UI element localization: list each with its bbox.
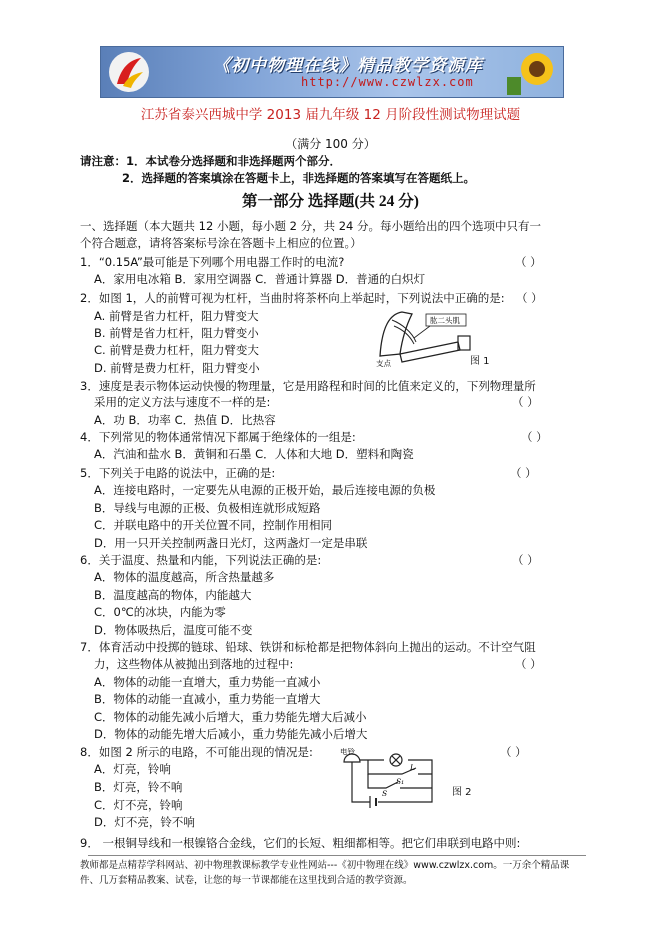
question-line: C. 前臂是费力杠杆，阻力臂变大 bbox=[94, 343, 259, 357]
question-line: 6．关于温度、热量和内能，下列说法正确的是: bbox=[80, 553, 322, 567]
question-line: A．家用电冰箱 B．家用空调器 C．普通计算器 D．普通的白炽灯 bbox=[94, 272, 426, 286]
question-line: A．功 B．功率 C．热值 D．比热容 bbox=[94, 413, 276, 427]
question-line: 4．下列常见的物体通常情况下都属于绝缘体的一组是: bbox=[80, 430, 356, 444]
full-score: （满分 100 分） bbox=[285, 137, 376, 151]
question-line: 3．速度是表示物体运动快慢的物理量，它是用路程和时间的比值来定义的，下列物理量所 bbox=[80, 379, 536, 393]
answer-bracket[interactable]: （ ） bbox=[500, 745, 527, 759]
question-line: C．0℃的冰块，内能为零 bbox=[94, 605, 226, 619]
question-line: B．灯亮，铃不响 bbox=[94, 780, 183, 794]
label-switch-S1: S₁ bbox=[396, 777, 405, 786]
part-title: 第一部分 选择题(共 24 分) bbox=[242, 193, 419, 210]
note-line-1: 请注意：1．本试卷分选择题和非选择题两个部分． bbox=[80, 154, 341, 168]
question-line: B．导线与电源的正极、负极相连就形成短路 bbox=[94, 501, 321, 515]
question-line: 2．如图 1，人的前臂可视为杠杆，当曲肘将茶杯向上举起时，下列说法中正确的是: bbox=[80, 291, 505, 305]
answer-bracket[interactable]: （ ） bbox=[521, 430, 548, 444]
answer-bracket[interactable]: （ ） bbox=[512, 553, 539, 567]
label-pivot: 支点 bbox=[376, 359, 391, 368]
sunflower-icon bbox=[499, 49, 559, 95]
question-line: A．物体的温度越高，所含热量越多 bbox=[94, 570, 275, 584]
figure-2-label: 图 2 bbox=[452, 787, 472, 798]
question-line: A．连接电路时，一定要先从电源的正极开始，最后连接电源的负极 bbox=[94, 483, 436, 497]
label-switch-S: S bbox=[382, 789, 388, 798]
footer-line-1: 教师都是点精荐学科网站、初中物理教课标教学专业性网站---《初中物理在线》www.czwlzx.com。一万余个精品课 bbox=[80, 860, 570, 871]
question-line: D. 前臂是费力杠杆，阻力臂变小 bbox=[94, 361, 260, 375]
question-line: 5．下列关于电路的说法中，正确的是: bbox=[80, 466, 276, 480]
question-line: 采用的定义方法与速度不一样的是: bbox=[94, 395, 271, 409]
forearm-shape bbox=[400, 342, 460, 362]
question-line: A. 前臂是省力杠杆，阻力臂变大 bbox=[94, 309, 259, 323]
section-heading-cont: 个符合题意，请将答案标号涂在答题卡上相应的位置。） bbox=[80, 236, 362, 250]
question-line: 力，这些物体从被抛出到落地的过程中: bbox=[94, 657, 294, 671]
question-line: B. 前臂是省力杠杆，阻力臂变小 bbox=[94, 326, 259, 340]
question-line: 7．体育活动中投掷的链球、铅球、铁饼和标枪都是把物体斜向上抛出的运动。不计空气阻 bbox=[80, 640, 536, 654]
figure-2-circuit bbox=[338, 748, 438, 810]
question-line: 8．如图 2 所示的电路，不可能出现的情况是: bbox=[80, 745, 313, 759]
question-line: D．灯不亮，铃不响 bbox=[94, 815, 195, 829]
answer-bracket[interactable]: （ ） bbox=[516, 291, 543, 305]
question-line: D．用一只开关控制两盏日光灯，这两盏灯一定是串联 bbox=[94, 536, 368, 550]
question-line: A．灯亮，铃响 bbox=[94, 762, 171, 776]
question-line: C．物体的动能先减小后增大，重力势能先增大后减小 bbox=[94, 710, 367, 724]
site-logo-icon bbox=[107, 50, 151, 94]
question-line: A．物体的动能一直增大，重力势能一直减小 bbox=[94, 675, 321, 689]
question-line: B．温度越高的物体，内能越大 bbox=[94, 588, 252, 602]
question-line: A．汽油和盐水 B．黄铜和石墨 C．人体和大地 D．塑料和陶瓷 bbox=[94, 447, 414, 461]
answer-bracket[interactable]: （ ） bbox=[515, 657, 542, 671]
footer-line-2: 件、几万套精品教案、试卷，让您的每一节课都能在这里找到合适的教学资源。 bbox=[80, 875, 413, 886]
label-bell: 电铃 bbox=[340, 748, 355, 756]
answer-bracket[interactable]: （ ） bbox=[512, 395, 539, 409]
banner-url[interactable]: http://www.czwlzx.com bbox=[301, 75, 474, 89]
header-banner bbox=[100, 46, 564, 98]
question-line: C．并联电路中的开关位置不同，控制作用相同 bbox=[94, 518, 333, 532]
question-line: D．物体吸热后，温度可能不变 bbox=[94, 623, 253, 637]
question-9: 9． 一根铜导线和一根镍铬合金线，它们的长短、粗细都相等。把它们串联到电路中则: bbox=[80, 836, 521, 850]
figure-1-label: 图 1 bbox=[470, 356, 490, 367]
section-heading: 一、选择题（本大题共 12 小题，每小题 2 分，共 24 分。每小题给出的四个选项中只有一 bbox=[80, 219, 542, 233]
question-line: D．物体的动能先增大后减小，重力势能先减小后增大 bbox=[94, 727, 368, 741]
question-line: 1．“0.15A”最可能是下列哪个用电器工作时的电流? bbox=[80, 255, 345, 269]
exam-title: 江苏省泰兴西城中学 2013 届九年级 12 月阶段性测试物理试题 bbox=[140, 107, 521, 123]
footer-divider bbox=[88, 855, 586, 856]
answer-bracket[interactable]: （ ） bbox=[510, 466, 537, 480]
banner-title: 《初中物理在线》精品教学资源库 bbox=[213, 56, 483, 76]
answer-bracket[interactable]: （ ） bbox=[515, 255, 542, 269]
question-line: C．灯不亮，铃响 bbox=[94, 798, 183, 812]
label-lamp-L: L bbox=[410, 763, 415, 772]
question-line: B．物体的动能一直减小，重力势能一直增大 bbox=[94, 692, 321, 706]
note-line-2: 2．选择题的答案填涂在答题卡上，非选择题的答案填写在答题纸上。 bbox=[122, 171, 475, 185]
label-biceps: 肱二头肌 bbox=[430, 316, 460, 325]
